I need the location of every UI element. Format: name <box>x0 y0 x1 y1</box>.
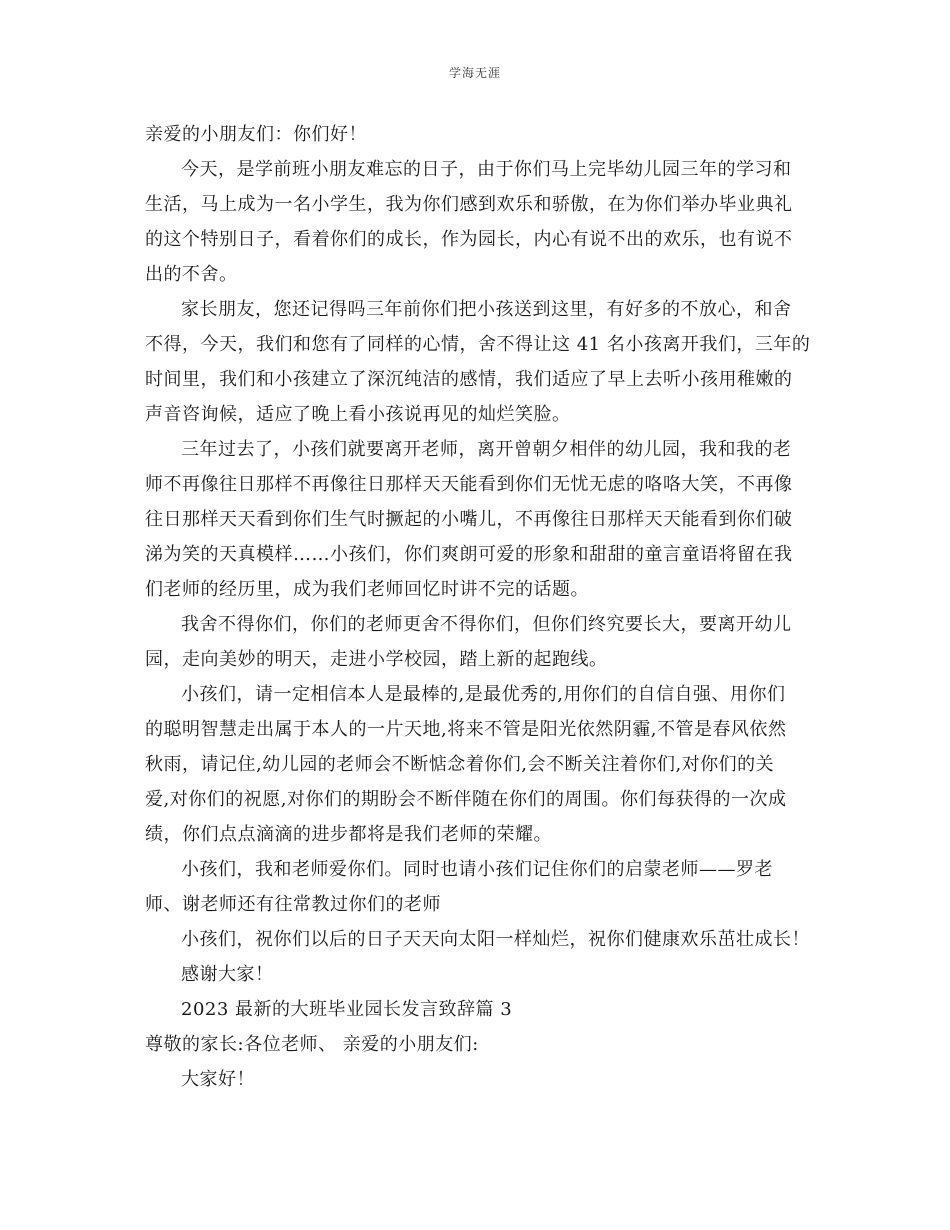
text-line: 今天，是学前班小朋友难忘的日子，由于你们马上完毕幼儿园三年的学习和 <box>181 159 792 180</box>
text-line: 小孩们，我和老师爱你们。同时也请小孩们记住你们的启蒙老师——罗老 <box>181 859 773 880</box>
text-line: 的这个特别日子，看着你们的成长，作为园长，内心有说不出的欢乐，也有说不 <box>145 229 793 250</box>
text-line: 秋雨，请记住,幼儿园的老师会不断惦念着你们,会不断关注着你们,对你们的关 <box>145 754 775 775</box>
text-line: 小孩们，祝你们以后的日子天天向太阳一样灿烂，祝你们健康欢乐茁壮成长！ <box>181 929 810 950</box>
text-line: 不得，今天，我们和您有了同样的心情，舍不得让这 41 名小孩离开我们，三年的 <box>145 334 811 355</box>
text-line: 我舍不得你们，你们的老师更舍不得你们，但你们终究要长大，要离开幼儿 <box>181 614 792 635</box>
text-line: 师不再像往日那样不再像往日那样天天能看到你们无忧无虑的咯咯大笑，不再像 <box>145 474 793 495</box>
page-header: 学海无涯 <box>448 66 501 80</box>
text-line: 涕为笑的天真模样……小孩们，你们爽朗可爱的形象和甜甜的童言童语将留在我 <box>145 544 793 565</box>
text-line: 小孩们，请一定相信本人是最棒的,是最优秀的,用你们的自信自强、用你们 <box>181 684 786 705</box>
text-line: 园，走向美妙的明天，走进小学校园，踏上新的起跑线。 <box>145 649 608 670</box>
text-line: 们老师的经历里，成为我们老师回忆时讲不完的话题。 <box>145 579 589 600</box>
text-line: 师、谢老师还有往常教过你们的老师 <box>145 894 441 915</box>
text-line: 时间里，我们和小孩建立了深沉纯洁的感情，我们适应了早上去听小孩用稚嫩的 <box>145 369 793 390</box>
text-line: 出的不舍。 <box>145 264 238 285</box>
text-line: 生活，马上成为一名小学生，我为你们感到欢乐和骄傲，在为你们举办毕业典礼 <box>145 194 793 215</box>
text-line: 的聪明智慧走出属于本人的一片天地,将来不管是阳光依然阴霾,不管是春风依然 <box>145 719 787 740</box>
text-line: 亲爱的小朋友们：你们好！ <box>145 124 367 145</box>
text-line: 尊敬的家长:各位老师、 亲爱的小朋友们: <box>145 1034 479 1055</box>
text-line: 2023 最新的大班毕业园长发言致辞篇 3 <box>181 999 513 1020</box>
text-line: 大家好！ <box>181 1069 255 1090</box>
text-line: 家长朋友，您还记得吗三年前你们把小孩送到这里，有好多的不放心，和舍 <box>181 299 792 320</box>
text-line: 感谢大家！ <box>181 964 274 985</box>
text-line: 声音咨询候，适应了晚上看小孩说再见的灿烂笑脸。 <box>145 404 571 425</box>
text-line: 三年过去了，小孩们就要离开老师，离开曾朝夕相伴的幼儿园，我和我的老 <box>181 439 792 460</box>
text-line: 往日那样天天看到你们生气时撅起的小嘴儿，不再像往日那样天天能看到你们破 <box>145 509 793 530</box>
text-line: 爱,对你们的祝愿,对你们的期盼会不断伴随在你们的周围。你们每获得的一次成 <box>145 789 787 810</box>
text-line: 绩，你们点点滴滴的进步都将是我们老师的荣耀。 <box>145 824 552 845</box>
document-body <box>145 117 810 1097</box>
